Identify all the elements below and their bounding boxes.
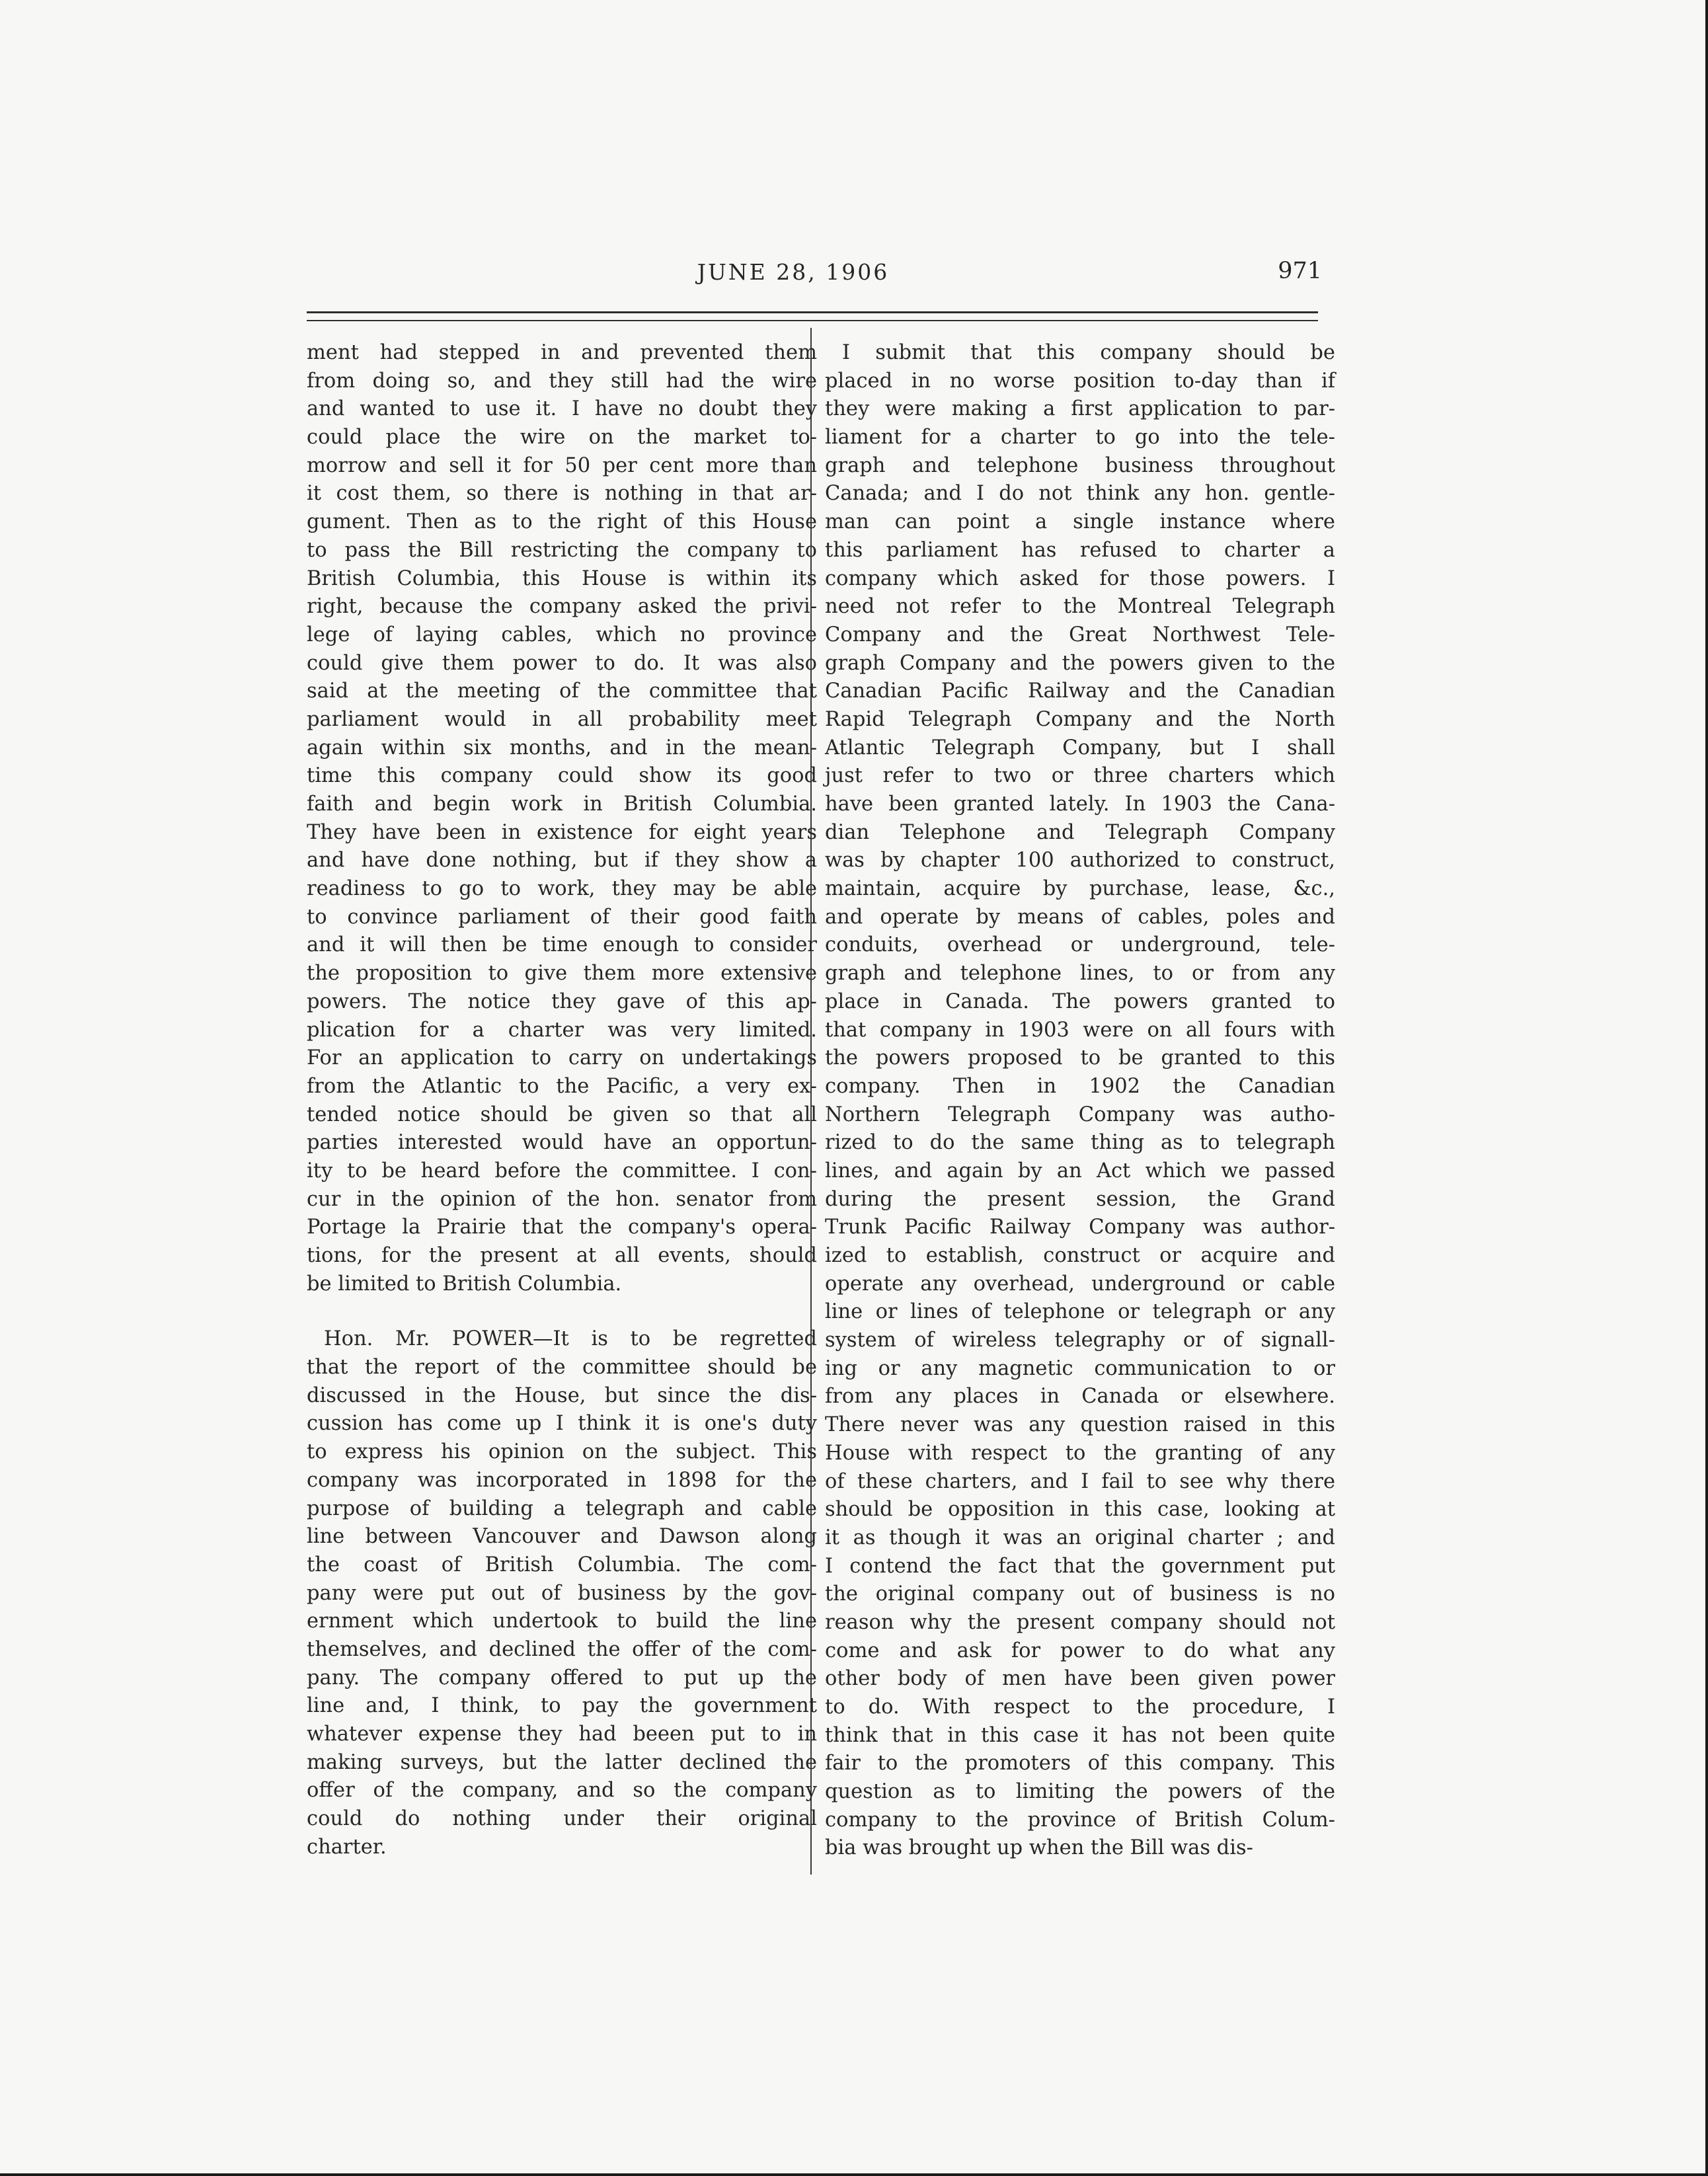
text-line: placed in no worse position to-day than if bbox=[825, 369, 1335, 393]
text-line: other body of men have been given power bbox=[825, 1667, 1335, 1691]
paragraph-gap bbox=[307, 1298, 817, 1325]
text-line: could do nothing under their original bbox=[307, 1807, 817, 1831]
text-line: again within six months, and in the mean- bbox=[307, 736, 817, 759]
text-line: have been granted lately. In 1903 the Cana- bbox=[825, 793, 1335, 816]
text-line: come and ask for power to do what any bbox=[825, 1639, 1335, 1662]
text-line: British Columbia, this House is within its bbox=[307, 566, 817, 590]
text-line: it cost them, so there is nothing in that ar- bbox=[307, 482, 817, 506]
text-line: to convince parliament of their good faith bbox=[307, 905, 817, 929]
right-paragraph-1 bbox=[825, 339, 1335, 1863]
text-line: man can point a single instance where bbox=[825, 510, 1335, 534]
text-line: they were making a first application to par- bbox=[825, 397, 1335, 421]
text-line: There never was any question raised in this bbox=[825, 1413, 1335, 1437]
text-line: ment had stepped in and prevented them bbox=[307, 341, 817, 364]
text-line: think that in this case it has not been quite bbox=[825, 1723, 1335, 1747]
text-line: and have done nothing, but if they show a bbox=[307, 849, 817, 873]
left-paragraph-2-power-speech bbox=[307, 1325, 817, 1861]
left-column bbox=[307, 339, 817, 1861]
text-line: offer of the company, and so the company bbox=[307, 1779, 817, 1803]
text-line: graph and telephone business throughout bbox=[825, 453, 1335, 477]
text-line: tions, for the present at all events, should bbox=[307, 1244, 817, 1267]
text-line: and it will then be time enough to consider bbox=[307, 933, 817, 957]
text-line: dian Telephone and Telegraph Company bbox=[825, 820, 1335, 844]
text-line: Rapid Telegraph Company and the North bbox=[825, 707, 1335, 731]
text-line: graph and telephone lines, to or from any bbox=[825, 962, 1335, 986]
text-line: parliament would in all probability meet bbox=[307, 707, 817, 731]
text-line: purpose of building a telegraph and cable bbox=[307, 1496, 817, 1520]
text-line: themselves, and declined the offer of the com- bbox=[307, 1637, 817, 1661]
text-line: just refer to two or three charters which bbox=[825, 764, 1335, 788]
text-line: the proposition to give them more extensive bbox=[307, 962, 817, 986]
text-line: conduits, overhead or underground, tele- bbox=[825, 933, 1335, 957]
page-number: 971 bbox=[1278, 258, 1322, 284]
running-header-date: JUNE 28, 1906 bbox=[697, 259, 890, 285]
text-line: pany. The company offered to put up the bbox=[307, 1666, 817, 1690]
text-line: Portage la Prairie that the company's opera- bbox=[307, 1216, 817, 1239]
text-line: from doing so, and they still had the wire bbox=[307, 369, 817, 393]
text-line: charter. bbox=[307, 1835, 387, 1859]
text-line: For an application to carry on undertakings bbox=[307, 1046, 817, 1070]
text-line: Hon. Mr. POWER—It is to be regretted bbox=[324, 1327, 817, 1351]
text-line: plication for a charter was very limited. bbox=[307, 1018, 817, 1042]
text-line: system of wireless telegraphy or of signall- bbox=[825, 1329, 1335, 1352]
text-line: line or lines of telephone or telegraph or any bbox=[825, 1300, 1335, 1324]
text-line: was by chapter 100 authorized to construct, bbox=[825, 849, 1335, 873]
text-line: pany were put out of business by the gov- bbox=[307, 1581, 817, 1605]
text-line: time this company could show its good bbox=[307, 764, 817, 788]
text-line: ized to establish, construct or acquire and bbox=[825, 1244, 1335, 1267]
text-line: to do. With respect to the procedure, I bbox=[825, 1695, 1335, 1719]
text-line: line and, I think, to pay the government bbox=[307, 1694, 817, 1718]
text-line: it as though it was an original charter ; and bbox=[825, 1526, 1335, 1549]
text-line: place in Canada. The powers granted to bbox=[825, 990, 1335, 1013]
text-line: powers. The notice they gave of this ap- bbox=[307, 990, 817, 1013]
text-line: parties interested would have an opportun- bbox=[307, 1131, 817, 1155]
text-line: Company and the Great Northwest Tele- bbox=[825, 623, 1335, 646]
text-line: cur in the opinion of the hon. senator from bbox=[307, 1187, 817, 1211]
text-line: lege of laying cables, which no province bbox=[307, 623, 817, 646]
text-line: company was incorporated in 1898 for the bbox=[307, 1468, 817, 1492]
text-line: the coast of British Columbia. The com- bbox=[307, 1553, 817, 1576]
text-line: this parliament has refused to charter a bbox=[825, 538, 1335, 562]
text-line: ernment which undertook to build the line bbox=[307, 1610, 817, 1633]
text-line: Atlantic Telegraph Company, but I shall bbox=[825, 736, 1335, 759]
left-paragraph-1 bbox=[307, 339, 817, 1298]
text-line: discussed in the House, but since the dis- bbox=[307, 1383, 817, 1407]
right-column bbox=[825, 339, 1335, 1863]
text-line: Canada; and I do not think any hon. gentle- bbox=[825, 482, 1335, 506]
text-line: that company in 1903 were on all fours with bbox=[825, 1018, 1335, 1042]
text-line: House with respect to the granting of any bbox=[825, 1441, 1335, 1465]
text-line: that the report of the committee should be bbox=[307, 1356, 817, 1379]
header-rule-bottom bbox=[307, 320, 1318, 321]
text-line: reason why the present company should not bbox=[825, 1610, 1335, 1634]
text-line: maintain, acquire by purchase, lease, &c., bbox=[825, 877, 1335, 901]
text-line: company which asked for those powers. I bbox=[825, 566, 1335, 590]
text-line: Trunk Pacific Railway Company was author- bbox=[825, 1216, 1335, 1239]
text-line: right, because the company asked the privi- bbox=[307, 595, 817, 619]
text-line: from the Atlantic to the Pacific, a very ex- bbox=[307, 1074, 817, 1098]
text-line: the original company out of business is no bbox=[825, 1582, 1335, 1606]
text-line: readiness to go to work, they may be able bbox=[307, 877, 817, 901]
text-line: to express his opinion on the subject. This bbox=[307, 1440, 817, 1464]
text-line: to pass the Bill restricting the company to bbox=[307, 538, 817, 562]
text-line: faith and begin work in British Columbia. bbox=[307, 793, 817, 816]
text-line: said at the meeting of the committee that bbox=[307, 680, 817, 703]
text-line: and operate by means of cables, poles and bbox=[825, 905, 1335, 929]
text-line: could place the wire on the market to- bbox=[307, 426, 817, 449]
text-line: I submit that this company should be bbox=[842, 341, 1335, 364]
text-line: They have been in existence for eight years bbox=[307, 820, 817, 844]
text-line: bia was brought up when the Bill was dis- bbox=[825, 1836, 1253, 1860]
text-line: rized to do the same thing as to telegraph bbox=[825, 1131, 1335, 1155]
text-line: during the present session, the Grand bbox=[825, 1187, 1335, 1211]
text-line: need not refer to the Montreal Telegraph bbox=[825, 595, 1335, 619]
text-line: Northern Telegraph Company was autho- bbox=[825, 1103, 1335, 1126]
text-line: whatever expense they had beeen put to in bbox=[307, 1723, 817, 1746]
text-line: question as to limiting the powers of the bbox=[825, 1780, 1335, 1804]
text-line: lines, and again by an Act which we passed bbox=[825, 1159, 1335, 1183]
text-line: the powers proposed to be granted to this bbox=[825, 1046, 1335, 1070]
text-line: and wanted to use it. I have no doubt they bbox=[307, 397, 817, 421]
text-line: company. Then in 1902 the Canadian bbox=[825, 1074, 1335, 1098]
text-line: of these charters, and I fail to see why there bbox=[825, 1469, 1335, 1493]
text-line: operate any overhead, underground or cable bbox=[825, 1272, 1335, 1296]
text-line: line between Vancouver and Dawson along bbox=[307, 1525, 817, 1549]
text-line: morrow and sell it for 50 per cent more than bbox=[307, 453, 817, 477]
text-line: should be opposition in this case, looking at bbox=[825, 1498, 1335, 1522]
text-line: be limited to British Columbia. bbox=[307, 1272, 622, 1296]
text-line: ity to be heard before the committee. I con- bbox=[307, 1159, 817, 1183]
text-line: from any places in Canada or elsewhere. bbox=[825, 1385, 1335, 1409]
text-line: fair to the promoters of this company. This bbox=[825, 1752, 1335, 1775]
text-line: graph Company and the powers given to the bbox=[825, 651, 1335, 675]
text-line: gument. Then as to the right of this House bbox=[307, 510, 817, 534]
text-line: I contend the fact that the government put bbox=[825, 1554, 1335, 1578]
text-line: making surveys, but the latter declined the bbox=[307, 1750, 817, 1774]
text-line: ing or any magnetic communication to or bbox=[825, 1356, 1335, 1380]
text-line: tended notice should be given so that all bbox=[307, 1103, 817, 1126]
text-line: liament for a charter to go into the tele- bbox=[825, 426, 1335, 449]
header-rule-top bbox=[307, 311, 1318, 313]
text-line: Canadian Pacific Railway and the Canadian bbox=[825, 680, 1335, 703]
text-line: could give them power to do. It was also bbox=[307, 651, 817, 675]
text-line: company to the province of British Colum- bbox=[825, 1808, 1335, 1832]
text-line: cussion has come up I think it is one's duty bbox=[307, 1412, 817, 1436]
